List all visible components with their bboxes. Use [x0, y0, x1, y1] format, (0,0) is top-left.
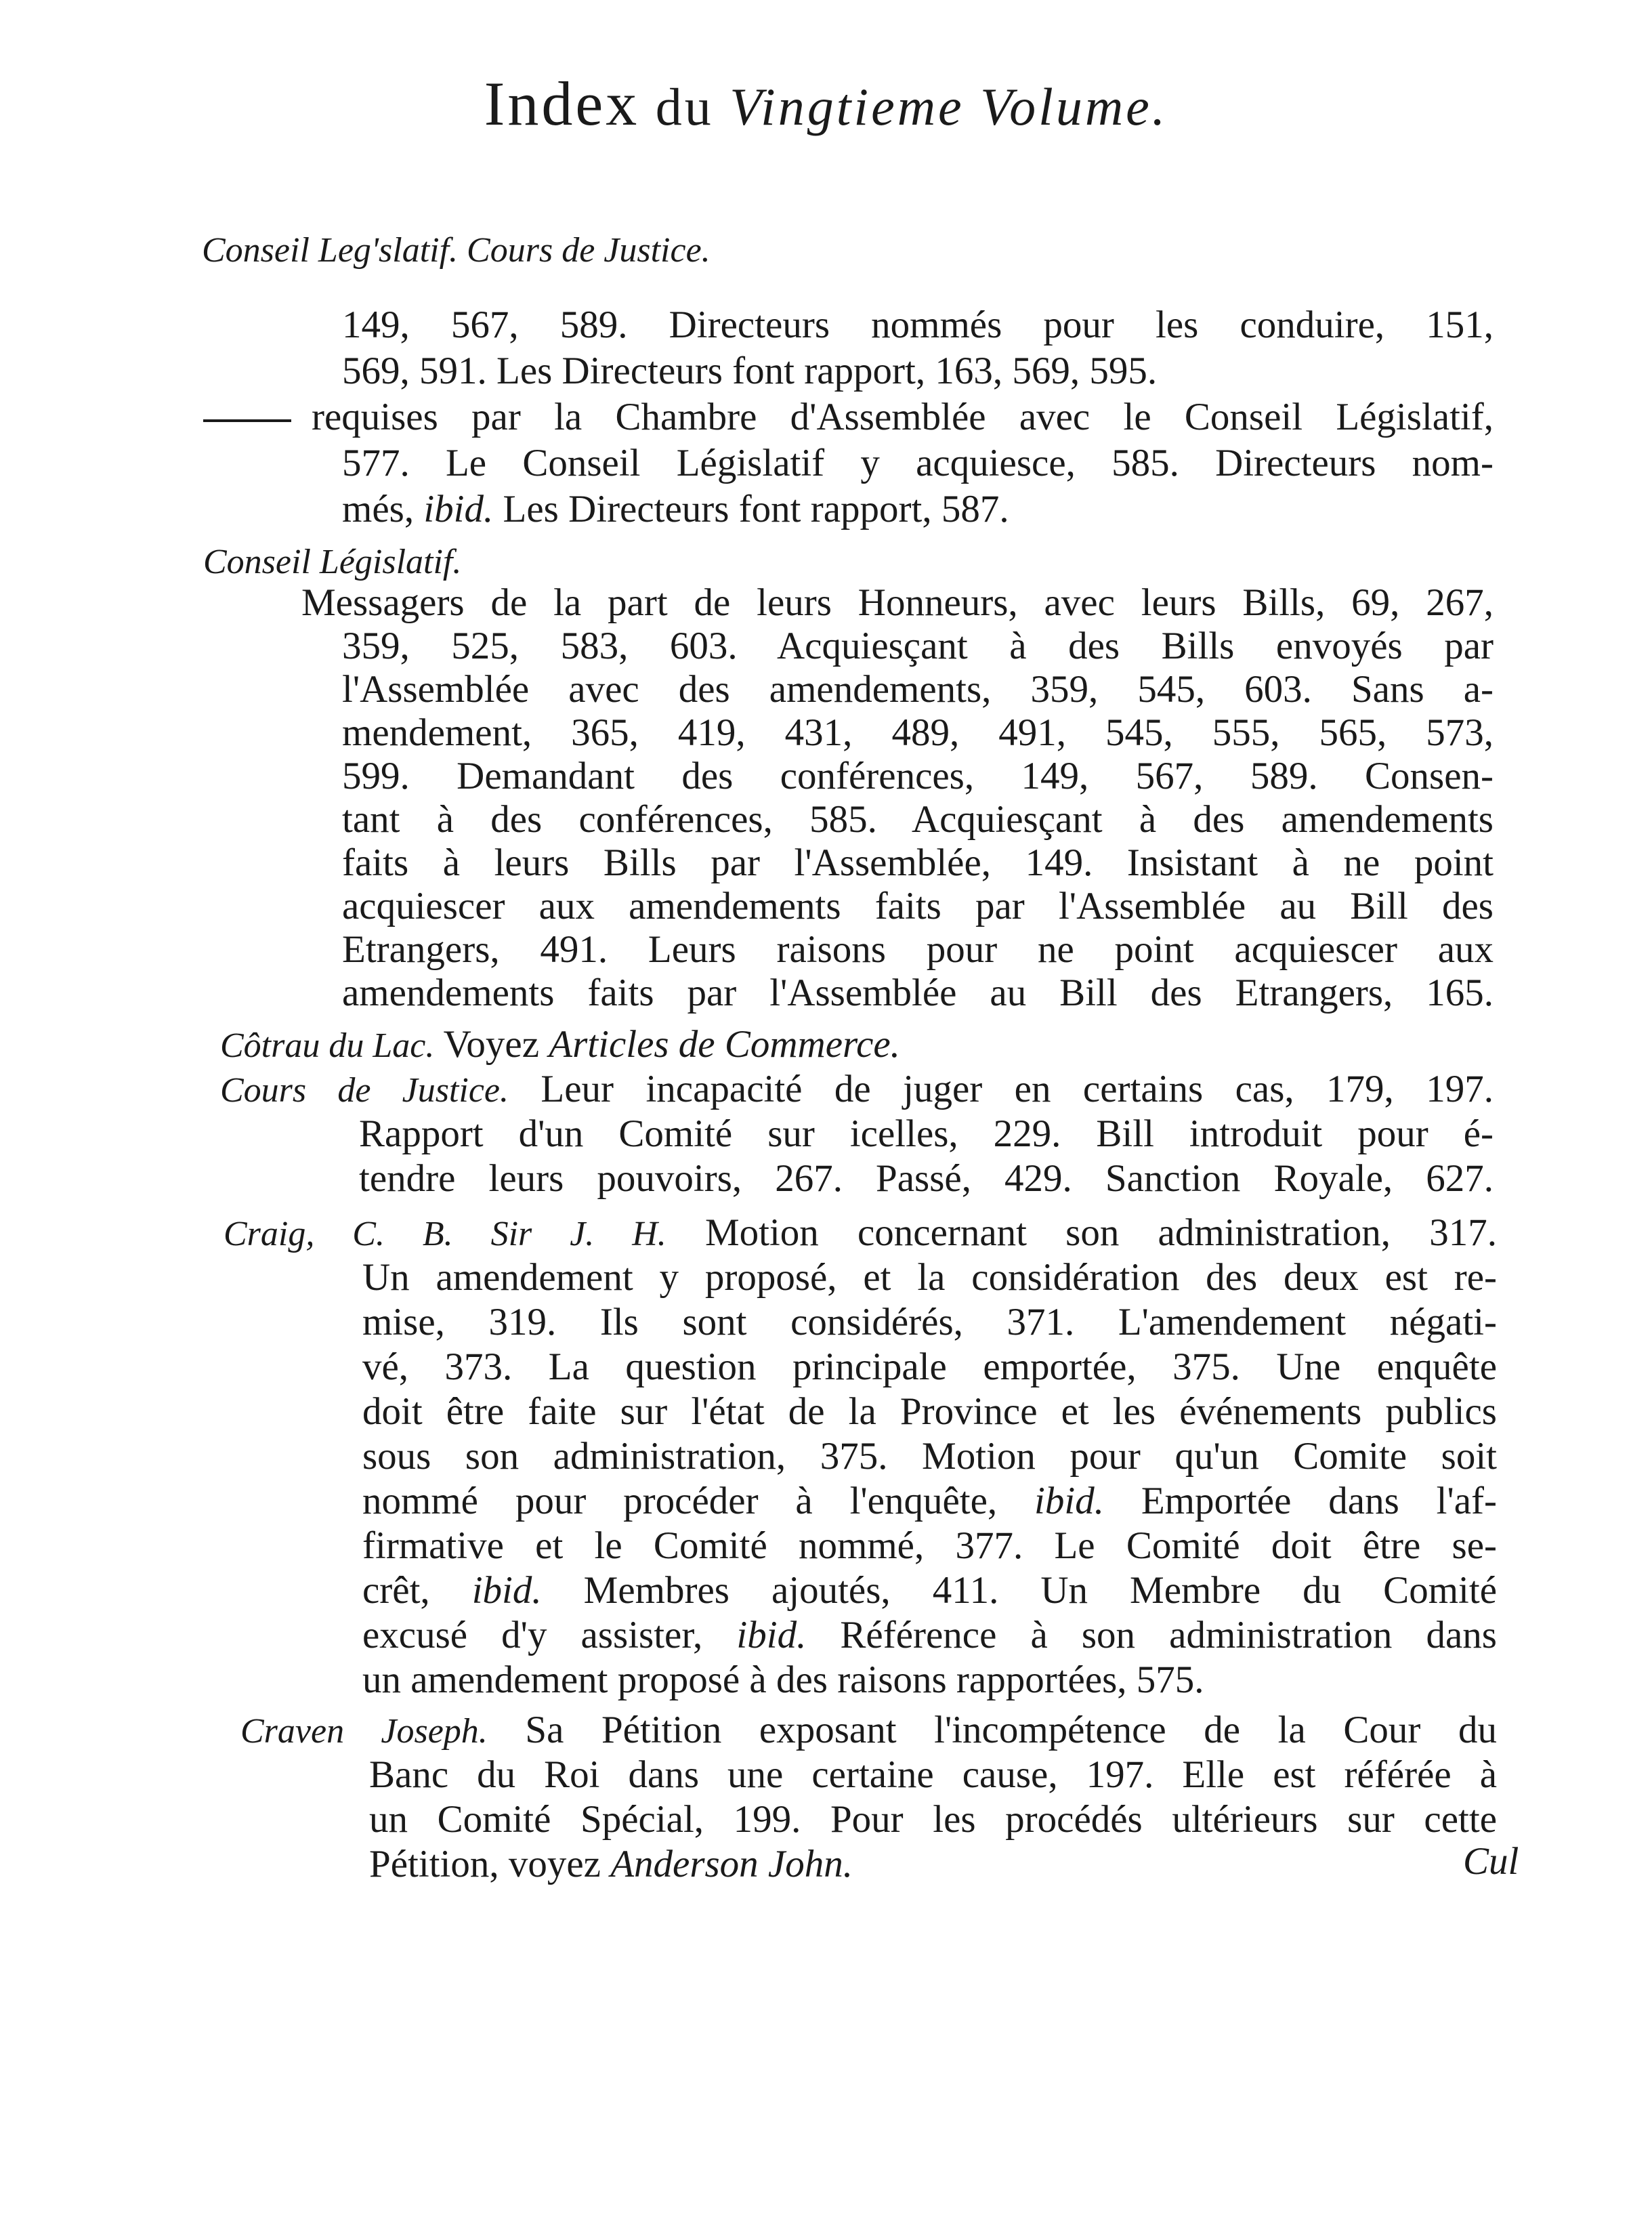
title-vingtieme: Vingtieme [729, 77, 965, 136]
entry-line: vé, 373. La question principale emportée, 375. Une enquête [362, 1345, 1497, 1388]
entry-coteau-du-lac: Côtrau du Lac. Voyez Articles de Commerce. [220, 1023, 900, 1066]
entry-craven: Craven Joseph. Sa Pétition exposant l'incompétence de la Cour du [240, 1709, 1497, 1751]
entry-line: amendements faits par l'Assemblée au Bill des Etrangers, 165. [342, 972, 1494, 1014]
entry-line: Messagers de la part de leurs Honneurs, avec leurs Bills, 69, 267, [301, 581, 1494, 624]
entry-line: un Comité Spécial, 199. Pour les procédés ultérieurs sur cette [369, 1798, 1497, 1841]
title-du: du [655, 77, 714, 136]
entry-line: Banc du Roi dans une certaine cause, 197. Elle est référée à [369, 1753, 1497, 1796]
entry-cours-de-justice: Cours de Justice. Leur incapacité de juger en certains cas, 179, 197. [220, 1068, 1494, 1110]
entry-line: 149, 567, 589. Directeurs nommés pour les conduire, 151, [342, 304, 1494, 346]
entry-line: tant à des conférences, 585. Acquiesçant à des amendements [342, 798, 1494, 841]
title-index-word: Index [484, 69, 640, 138]
entry-line: doit être faite sur l'état de la Province et les événements publics [362, 1390, 1497, 1433]
title-volume: Volume. [980, 77, 1168, 136]
entry-line: més, ibid. Les Directeurs font rapport, 587. [342, 488, 1009, 530]
em-dash-rule [203, 419, 291, 422]
entry-heading-conseil-cours: Conseil Leg'slatif. Cours de Justice. [202, 231, 711, 270]
catchword: Cul [1463, 1840, 1519, 1883]
entry-line: Etrangers, 491. Leurs raisons pour ne point acquiescer aux [342, 928, 1494, 971]
entry-line: faits à leurs Bills par l'Assemblée, 149. Insistant à ne point [342, 841, 1494, 884]
entry-line: excusé d'y assister, ibid. Référence à son administration dans [362, 1614, 1497, 1656]
entry-line: sous son administration, 375. Motion pour qu'un Comite soit [362, 1435, 1497, 1478]
entry-line: 577. Le Conseil Législatif y acquiesce, 585. Directeurs nom- [342, 442, 1494, 484]
entry-line: crêt, ibid. Membres ajoutés, 411. Un Membre du Comité [362, 1569, 1497, 1612]
entry-line: Rapport d'un Comité sur icelles, 229. Bill introduit pour é- [359, 1112, 1494, 1155]
entry-line: firmative et le Comité nommé, 377. Le Comité doit être se- [362, 1524, 1497, 1567]
entry-line: l'Assemblée avec des amendements, 359, 545, 603. Sans a- [342, 668, 1494, 711]
entry-heading-conseil-legislatif: Conseil Législatif. [203, 543, 462, 581]
entry-line: requises par la Chambre d'Assemblée avec le Conseil Législatif, [203, 397, 1494, 438]
entry-line: acquiescer aux amendements faits par l'Assemblée au Bill des [342, 885, 1494, 927]
entry-line: nommé pour procéder à l'enquête, ibid. Emportée dans l'af- [362, 1480, 1497, 1522]
entry-line: Un amendement y proposé, et la considération des deux est re- [362, 1256, 1497, 1299]
entry-craig: Craig, C. B. Sir J. H. Motion concernant son administration, 317. [224, 1211, 1497, 1254]
entry-line: 359, 525, 583, 603. Acquiesçant à des Bills envoyés par [342, 625, 1494, 667]
entry-line: 569, 591. Les Directeurs font rapport, 163, 569, 595. [342, 350, 1158, 392]
page-title [0, 68, 1652, 140]
entry-line: un amendement proposé à des raisons rapportées, 575. [362, 1658, 1204, 1701]
entry-line: tendre leurs pouvoirs, 267. Passé, 429. Sanction Royale, 627. [359, 1157, 1494, 1200]
entry-line: mise, 319. Ils sont considérés, 371. L'amendement négati- [362, 1301, 1497, 1343]
entry-line: mendement, 365, 419, 431, 489, 491, 545, 555, 565, 573, [342, 711, 1494, 754]
entry-line: 599. Demandant des conférences, 149, 567, 589. Consen- [342, 755, 1494, 797]
entry-line: Pétition, voyez Anderson John. [369, 1843, 853, 1885]
